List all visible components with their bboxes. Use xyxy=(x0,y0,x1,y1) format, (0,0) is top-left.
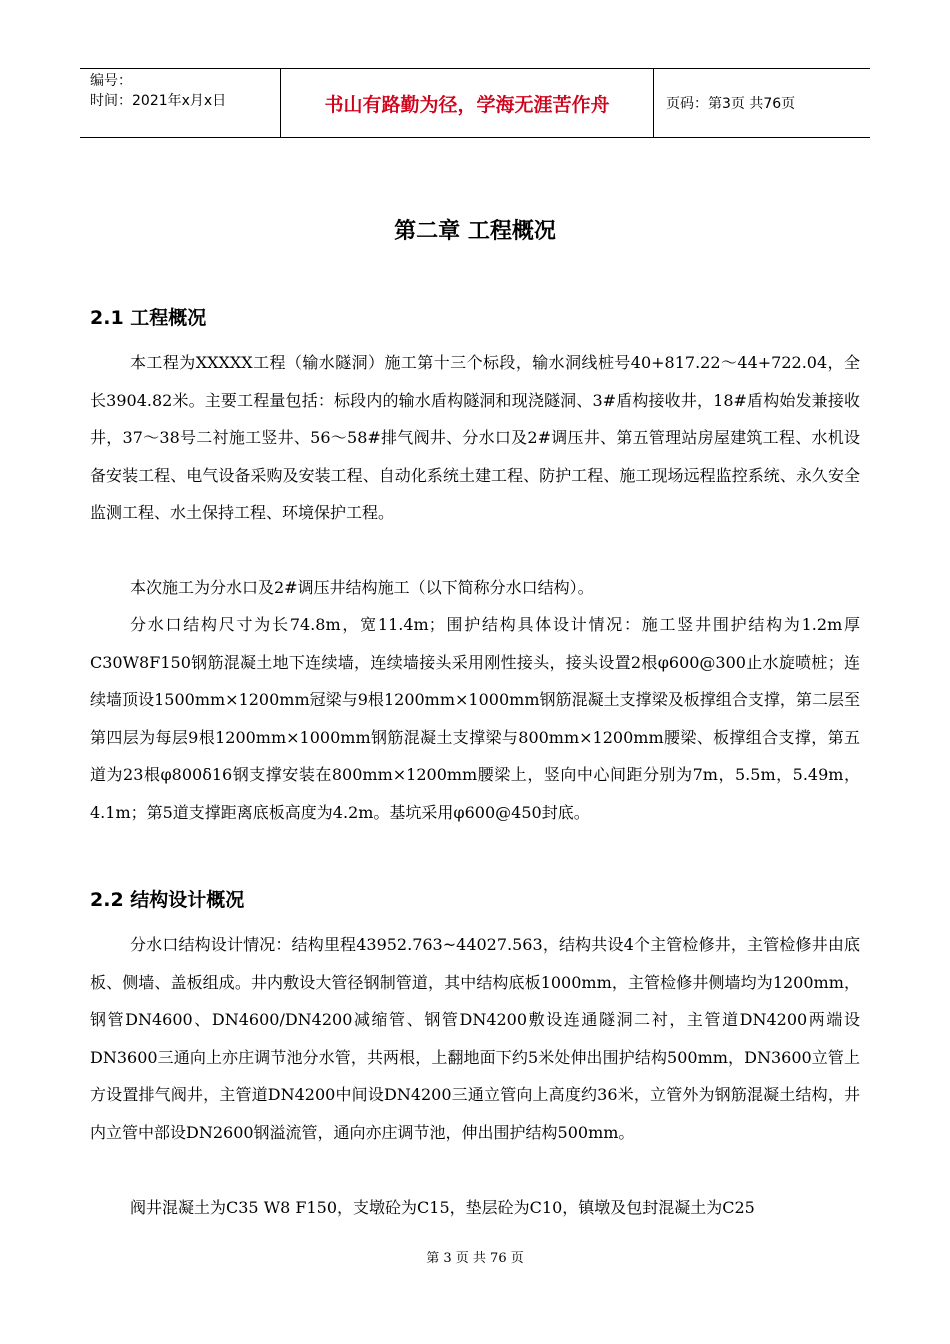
header-motto: 书山有路勤为径，学海无涯苦作舟 xyxy=(280,69,654,137)
section-2-1-paragraph-2: 本次施工为分水口及2#调压井结构施工（以下简称分水口结构）。 xyxy=(130,578,594,597)
document-time-label: 时间：2021年x月x日 xyxy=(90,93,227,109)
section-2-1-paragraph-3: 分水口结构尺寸为长74.8m，宽11.4m；围护结构具体设计情况：施工竖井围护结构为1.2m厚C30W8F150钢筋混凝土地下连续墙，连续墙接头采用刚性接头，接头设置2根φ600@300止水旋喷桩；连续墙顶设1500mm×1200mm冠梁与9根1200mm×1000mm钢筋混凝土支撑梁及板撑组合支撑，第二层至第四层为每层9根1200mm×1000mm钢筋混凝土支撑梁与800mm×1200mm腰梁、板撑组合支撑，第五道为23根φ800δ16钢支撑安装在800mm×1200mm腰梁上，竖向中心间距分别为7m，5.5m，5.49m，4.1m；第5道支撑距离底板高度为4.2m。基坑采用φ600@450封底。 xyxy=(90,615,860,822)
section-heading-2-2: 2.2 结构设计概况 xyxy=(90,889,245,911)
section-2-2-paragraph-1: 分水口结构设计情况：结构里程43952.763~44027.563，结构共设4个主管检修井，主管检修井由底板、侧墙、盖板组成。井内敷设大管径钢制管道，其中结构底板1000mm，主管检修井侧墙均为1200mm，钢管DN4600、DN4600/DN4200减缩管、钢管DN4200敷设连通隧洞二衬，主管道DN4200两端设DN3600三通向上亦庄调节池分水管，共两根，上翻地面下约5米处伸出围护结构500mm，DN3600立管上方设置排气阀井，主管道DN4200中间设DN4200三通立管向上高度约36米，立管外为钢筋混凝土结构，井内立管中部设DN2600钢溢流管，通向亦庄调节池，伸出围护结构500mm。 xyxy=(90,935,860,1142)
page-header xyxy=(80,68,870,138)
document-number-label: 编号： xyxy=(90,73,132,89)
header-page-info: 页码：第3页 共76页 xyxy=(666,96,796,112)
section-heading-2-1: 2.1 工程概况 xyxy=(90,307,207,329)
section-2-1-paragraph-1: 本工程为XXXXX工程（输水隧洞）施工第十三个标段，输水洞线桩号40+817.22～44+722.04，全长3904.82米。主要工程量包括：标段内的输水盾构隧洞和现浇隧洞、3#盾构接收井，18#盾构始发兼接收井，37～38号二衬施工竖井、56～58#排气阀井、分水口及2#调压井、第五管理站房屋建筑工程、水机设备安装工程、电气设备采购及安装工程、自动化系统土建工程、防护工程、施工现场远程监控系统、永久安全监测工程、水土保持工程、环境保护工程。 xyxy=(90,353,860,522)
page-footer: 第 3 页 共 76 页 xyxy=(426,1251,524,1266)
header-meta xyxy=(80,69,280,137)
chapter-title: 第二章 工程概况 xyxy=(394,219,556,244)
section-2-2-paragraph-2: 阀井混凝土为C35 W8 F150，支墩砼为C15，垫层砼为C10，镇墩及包封混凝土为C25 xyxy=(130,1198,755,1217)
